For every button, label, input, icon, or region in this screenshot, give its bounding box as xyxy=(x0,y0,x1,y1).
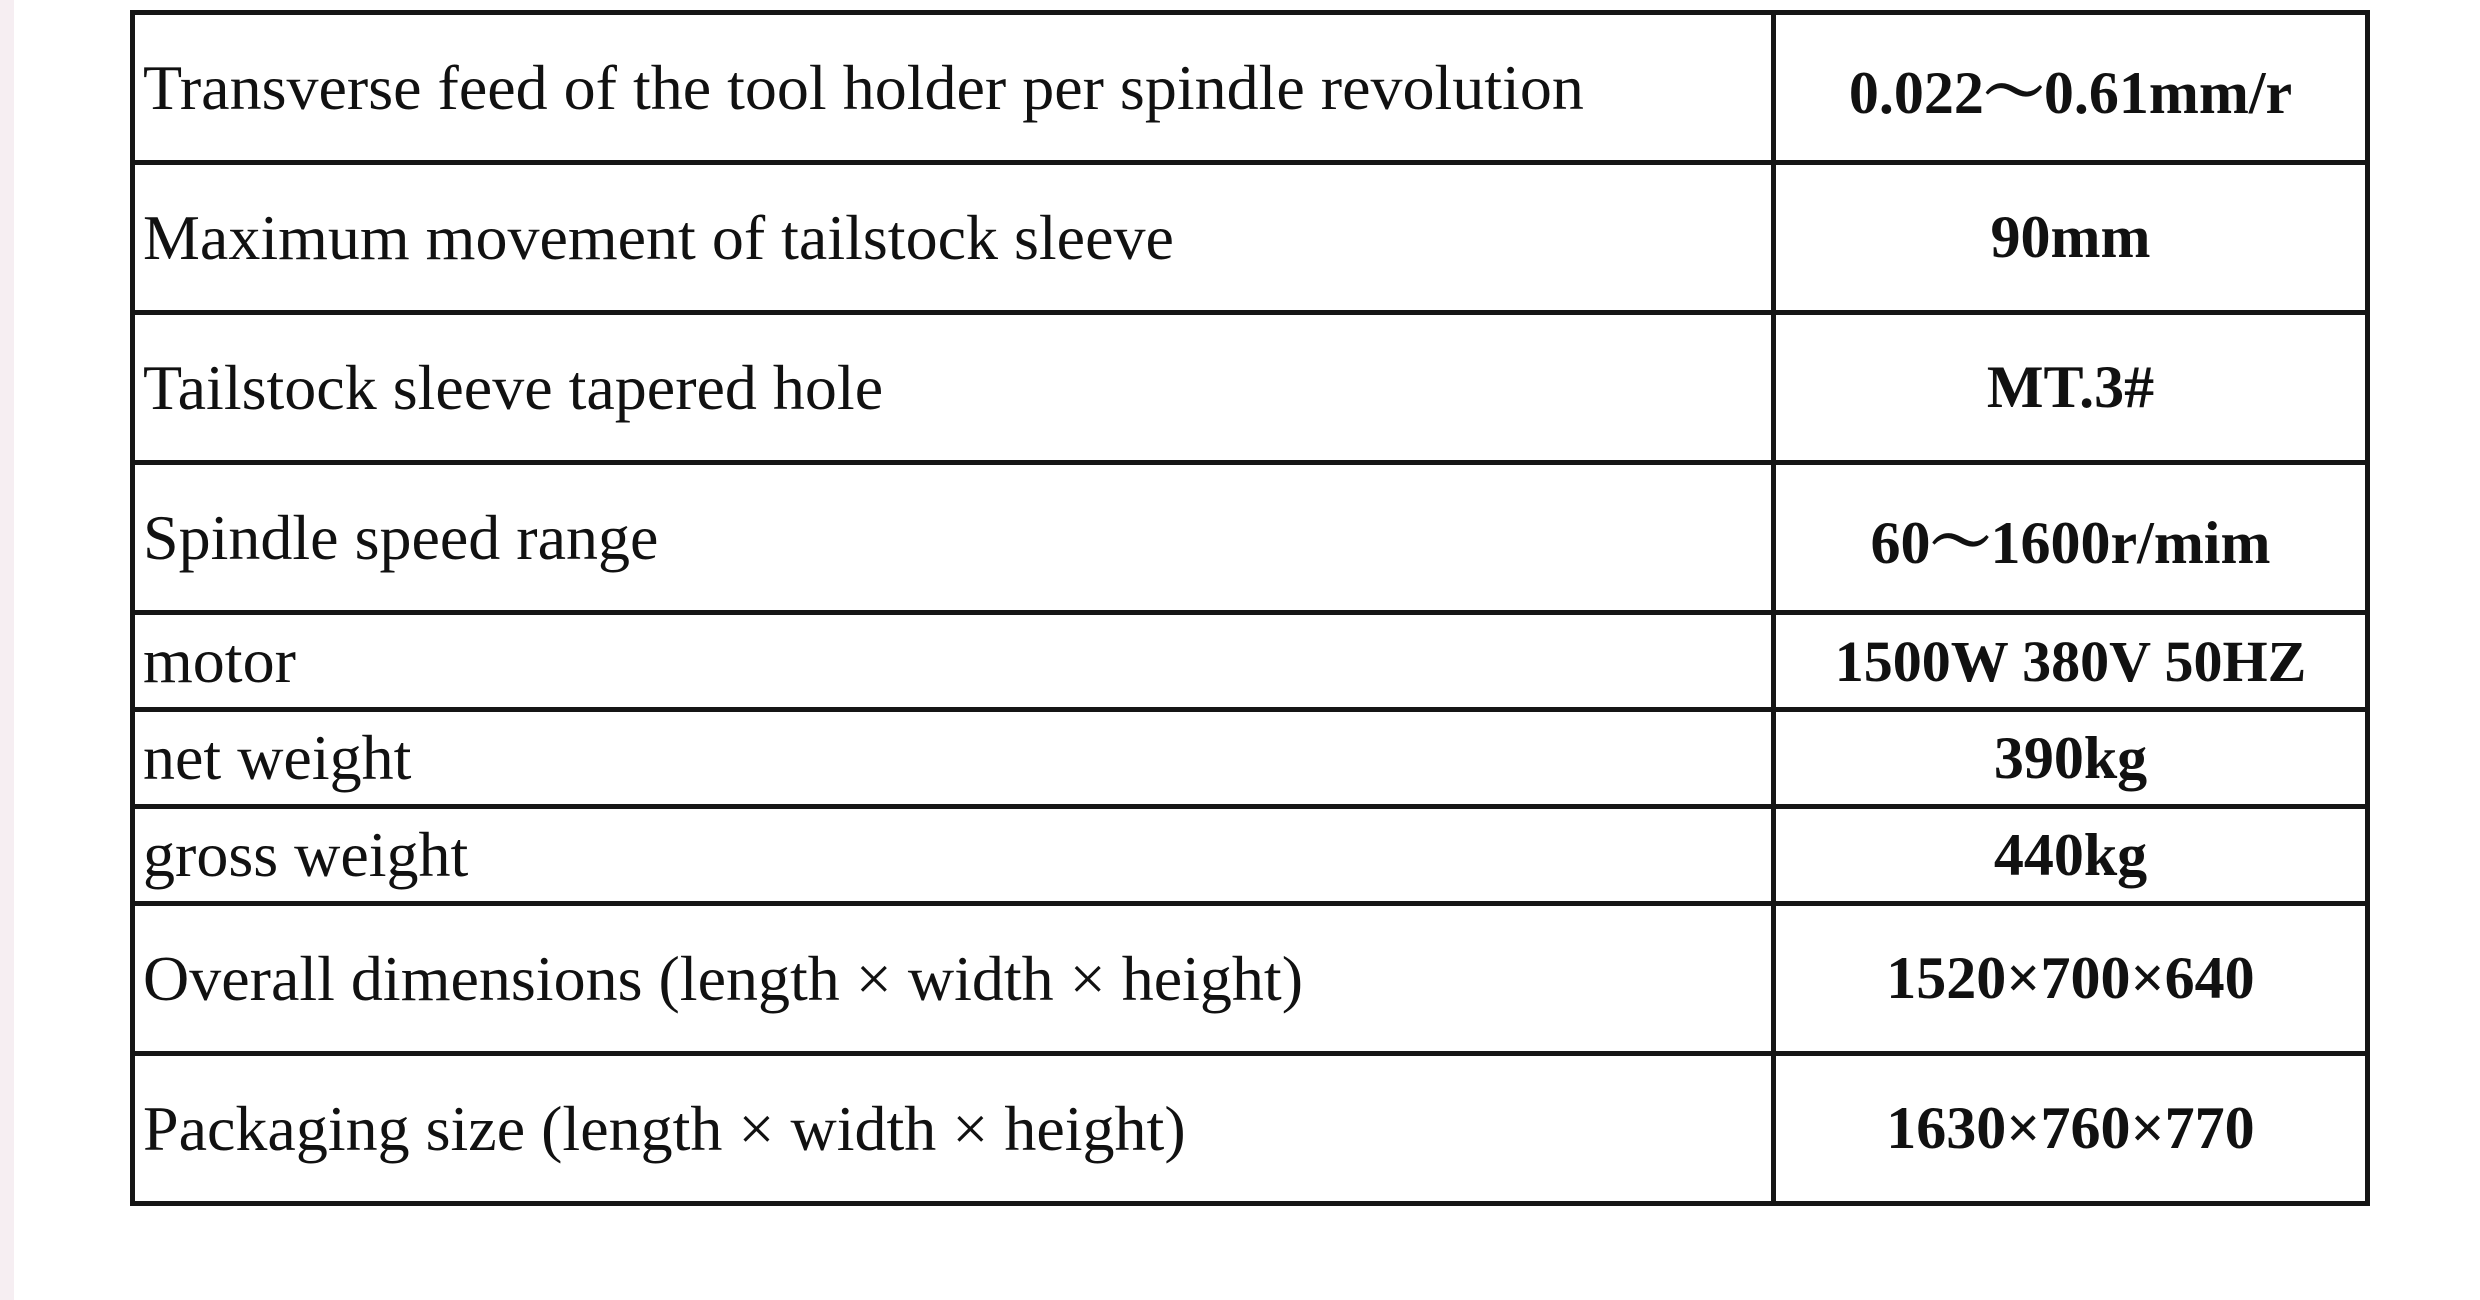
table-row xyxy=(133,1054,2368,1204)
table-row xyxy=(133,904,2368,1054)
table-row xyxy=(133,313,2368,463)
spec-label: gross weight xyxy=(133,807,1774,904)
spec-label: Tailstock sleeve tapered hole xyxy=(133,313,1774,463)
spec-label: motor xyxy=(133,613,1774,710)
spec-label: Transverse feed of the tool holder per spindle revolution xyxy=(133,13,1774,163)
table-row xyxy=(133,807,2368,904)
spec-label: Spindle speed range xyxy=(133,463,1774,613)
left-edge-strip xyxy=(0,0,14,1300)
spec-value: 0.022～0.61mm/r xyxy=(1774,13,2368,163)
spec-value: MT.3# xyxy=(1774,313,2368,463)
table-row xyxy=(133,710,2368,807)
spec-label: Overall dimensions (length × width × height) xyxy=(133,904,1774,1054)
table-row xyxy=(133,13,2368,163)
spec-label: Packaging size (length × width × height) xyxy=(133,1054,1774,1204)
spec-value: 60～1600r/mim xyxy=(1774,463,2368,613)
spec-label: Maximum movement of tailstock sleeve xyxy=(133,163,1774,313)
table-row xyxy=(133,613,2368,710)
table-row xyxy=(133,163,2368,313)
spec-value: 390kg xyxy=(1774,710,2368,807)
spec-value: 1520×700×640 xyxy=(1774,904,2368,1054)
spec-value: 1500W 380V 50HZ xyxy=(1774,613,2368,710)
spec-table xyxy=(130,10,2370,1206)
spec-value: 1630×760×770 xyxy=(1774,1054,2368,1204)
table-row xyxy=(133,463,2368,613)
spec-value: 90mm xyxy=(1774,163,2368,313)
spec-value: 440kg xyxy=(1774,807,2368,904)
spec-label: net weight xyxy=(133,710,1774,807)
